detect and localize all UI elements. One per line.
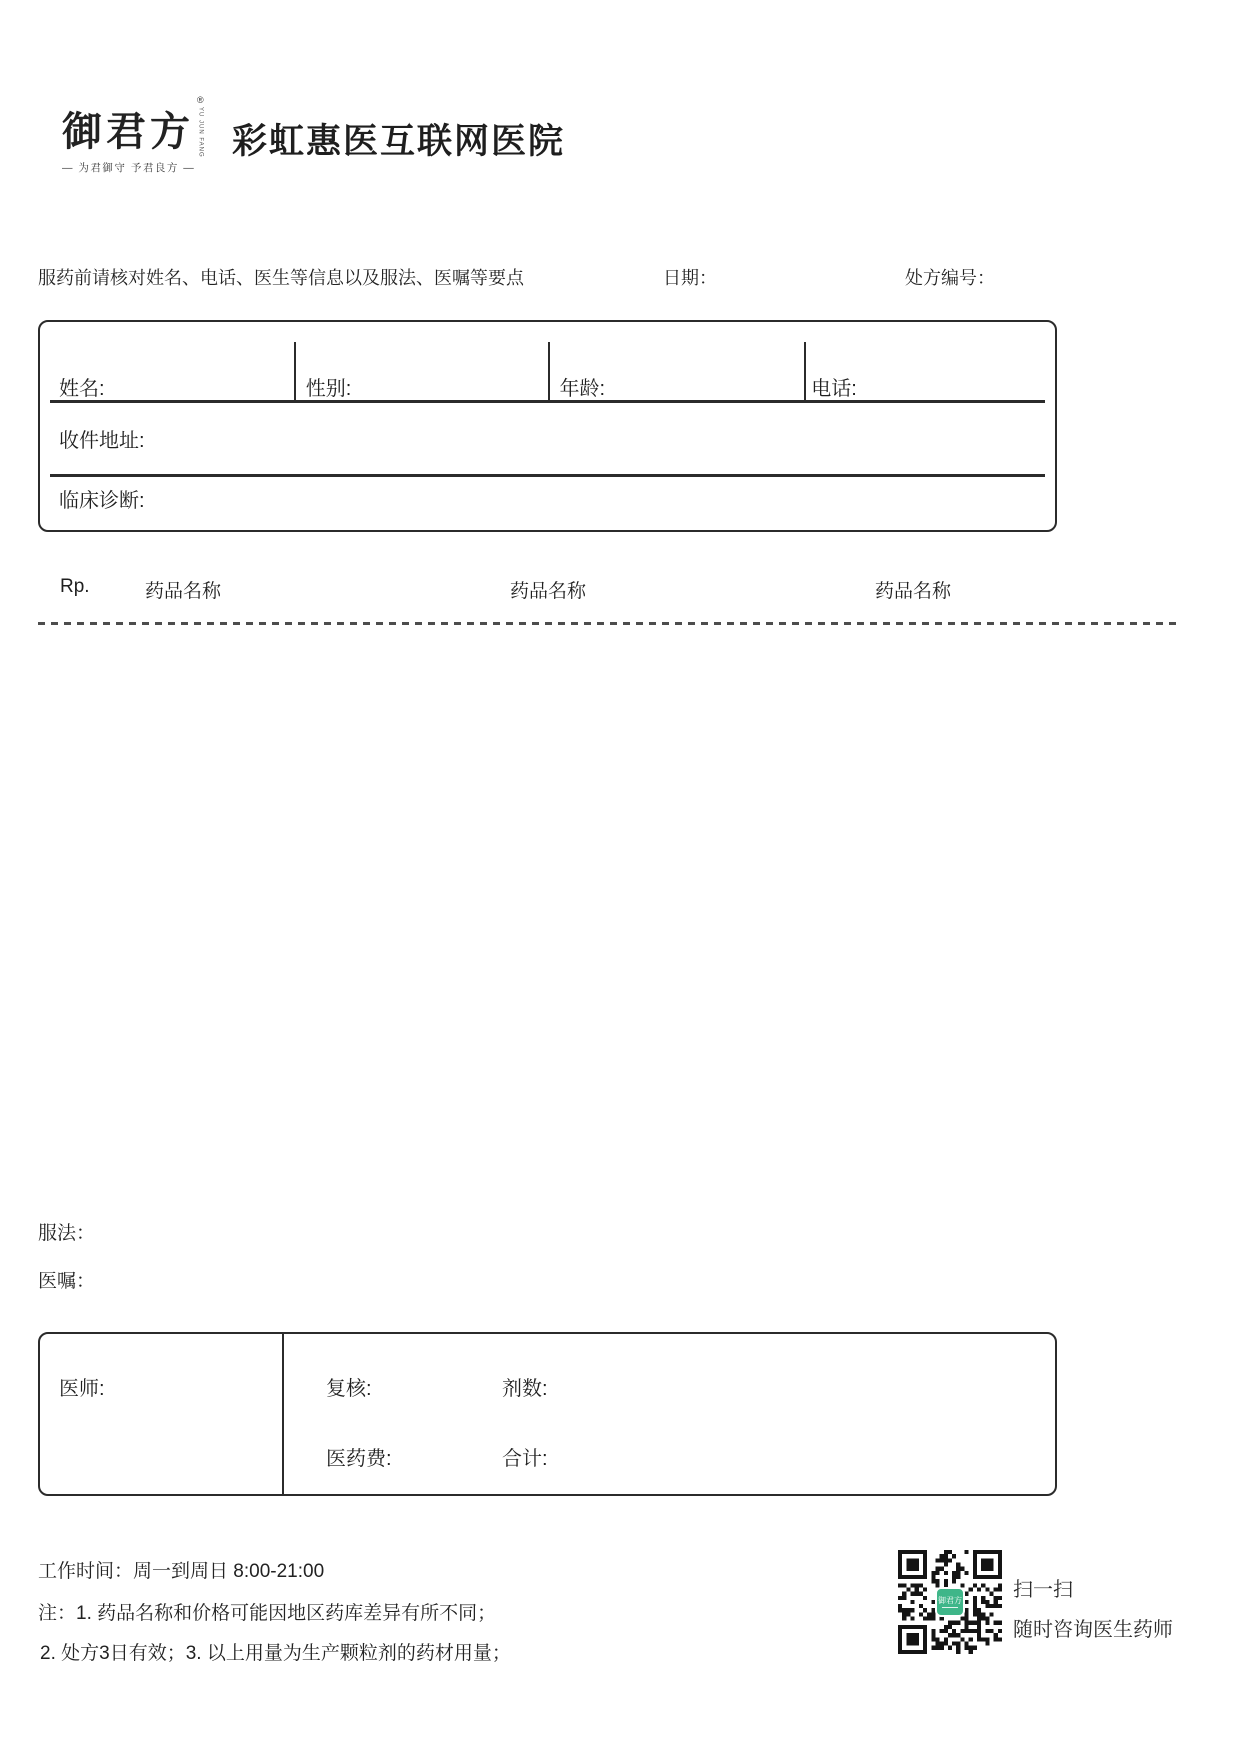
- registered-trademark-icon: ®: [197, 95, 204, 105]
- scan-label: 扫一扫: [1013, 1579, 1073, 1601]
- footer-note-1: 注：1. 药品名称和价格可能因地区药库差异有所不同；: [38, 1603, 497, 1624]
- qr-center-logo: [935, 1587, 965, 1617]
- precheck-note: 服药前请核对姓名、电话、医生等信息以及服法、医嘱等要点: [38, 268, 524, 288]
- drug-name-column-3: 药品名称: [875, 581, 952, 602]
- divider: [294, 342, 296, 400]
- brand-logo: [62, 95, 204, 175]
- review-label: 复核:: [326, 1378, 372, 1400]
- brand-tagline: — 为君御守 予君良方 —: [62, 161, 196, 174]
- total-label: 合计:: [502, 1448, 548, 1470]
- patient-gender-label: 性别:: [305, 378, 352, 400]
- brand-logo-text: 御君方: [62, 108, 194, 155]
- doctor-advice-label: 医嘱：: [38, 1271, 96, 1292]
- divider: [548, 342, 550, 400]
- qr-code: [898, 1550, 1002, 1654]
- footer-note-2: 2. 处方3日有效；3. 以上用量为生产颗粒剂的药材用量；: [40, 1643, 511, 1664]
- qr-logo-underline: [942, 1607, 958, 1608]
- patient-age-label: 年龄:: [559, 378, 606, 400]
- physician-label: 医师:: [59, 1378, 105, 1400]
- work-time-note: 工作时间：周一到周日 8:00-21:00: [38, 1561, 325, 1582]
- divider: [50, 474, 1045, 477]
- patient-phone-label: 电话:: [811, 378, 857, 400]
- drug-name-column-2: 药品名称: [510, 581, 587, 602]
- signoff-box: [38, 1332, 1057, 1496]
- dose-count-label: 剂数:: [502, 1378, 548, 1400]
- patient-info-box: [38, 320, 1057, 532]
- shipping-address-label: 收件地址:: [59, 430, 145, 452]
- divider: [804, 342, 806, 400]
- clinical-diagnosis-label: 临床诊断:: [59, 490, 145, 512]
- patient-name-label: 姓名:: [59, 378, 105, 400]
- hospital-name: 彩虹惠医互联网医院: [232, 122, 566, 161]
- brand-logo-pinyin: YU JUN FANG: [197, 107, 204, 158]
- divider: [282, 1334, 284, 1494]
- scan-sub-label: 随时咨询医生药师: [1013, 1619, 1173, 1641]
- dashed-separator: [38, 622, 1178, 625]
- divider: [50, 400, 1045, 403]
- qr-logo-text: 御君方: [938, 1596, 962, 1605]
- rp-label: Rp.: [60, 576, 90, 597]
- date-label: 日期：: [663, 268, 717, 288]
- drug-name-column-1: 药品名称: [145, 581, 222, 602]
- medicine-fee-label: 医药费:: [326, 1448, 392, 1470]
- usage-label: 服法：: [38, 1223, 96, 1244]
- rx-number-label: 处方编号：: [905, 268, 995, 288]
